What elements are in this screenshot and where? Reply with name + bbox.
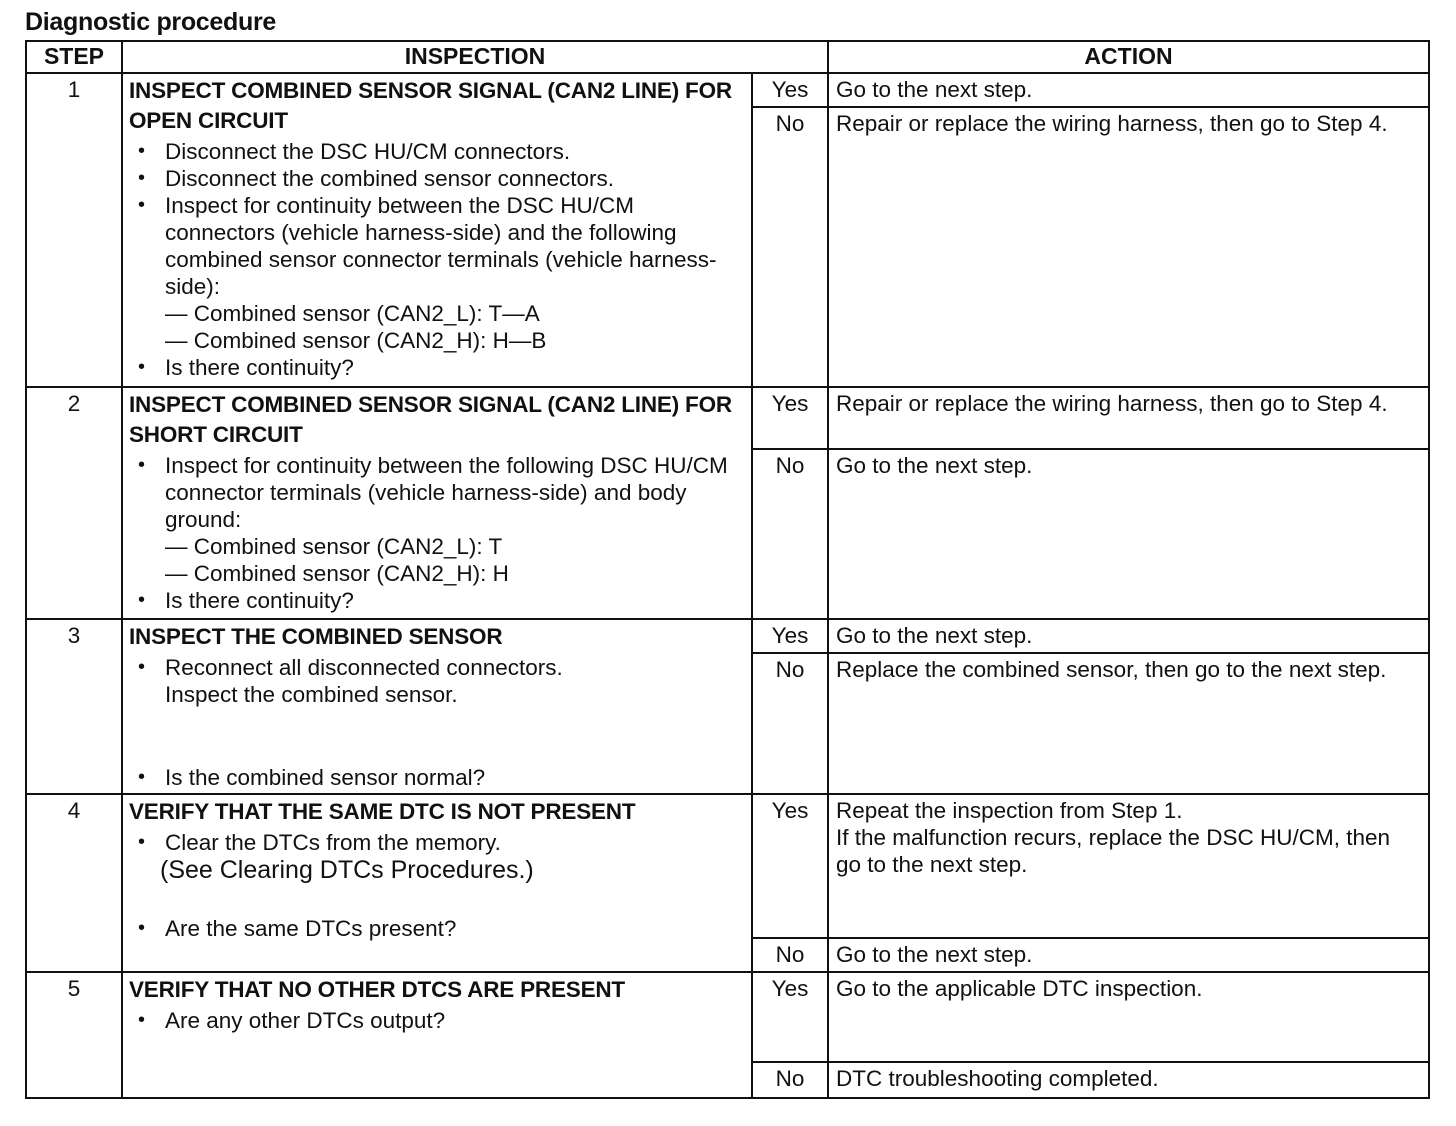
inspection-bullet: • Inspect for continuity between the DSC HU/CM connectors (vehicle harness-side) and the following combined sensor connector terminals (vehicle harness-side): — Combined sensor (CAN2_L): T—A — Combined sensor (CAN2_H): H—B: [129, 192, 743, 354]
inspection-bullet: • Disconnect the combined sensor connectors.: [129, 165, 743, 192]
step-row: [26, 794, 1429, 938]
step-row: [26, 73, 1429, 107]
step-number: 5: [26, 972, 122, 1098]
inspection-cell: [122, 619, 752, 794]
inspection-bullet: • Is the combined sensor normal?: [129, 764, 743, 791]
action-text: DTC troubleshooting completed.: [828, 1062, 1429, 1098]
action-text: Go to the next step.: [828, 73, 1429, 107]
answer-no: No: [752, 449, 828, 619]
inspection-cell: [122, 387, 752, 619]
answer-yes: Yes: [752, 387, 828, 449]
inspection-subline: Inspect the combined sensor.: [165, 682, 458, 707]
inspection-cell: [122, 73, 752, 387]
inspection-subline: — Combined sensor (CAN2_H): H: [165, 561, 509, 586]
inspection-bullet: • Are any other DTCs output?: [129, 1007, 743, 1034]
header-action: ACTION: [828, 41, 1429, 73]
action-text: Repair or replace the wiring harness, then go to Step 4.: [828, 387, 1429, 449]
header-inspection: INSPECTION: [122, 41, 828, 73]
action-text: Replace the combined sensor, then go to the next step.: [828, 653, 1429, 794]
answer-no: No: [752, 107, 828, 387]
inspection-bullet: • Is there continuity?: [129, 354, 743, 381]
step-row: [26, 387, 1429, 449]
inspection-subline: — Combined sensor (CAN2_L): T—A: [165, 301, 540, 326]
action-text: Go to the next step.: [828, 619, 1429, 653]
inspection-title: INSPECT COMBINED SENSOR SIGNAL (CAN2 LINE) FOR SHORT CIRCUIT: [129, 392, 732, 447]
step-number: 1: [26, 73, 122, 387]
step-number: 3: [26, 619, 122, 794]
answer-yes: Yes: [752, 73, 828, 107]
inspection-subline: (See Clearing DTCs Procedures.): [160, 856, 534, 884]
action-text: Repeat the inspection from Step 1. If the malfunction recurs, replace the DSC HU/CM, then go to the next step.: [828, 794, 1429, 938]
inspection-bullet: • Are the same DTCs present?: [129, 915, 743, 942]
inspection-bullet: • Is there continuity?: [129, 587, 743, 614]
inspection-subline: — Combined sensor (CAN2_H): H—B: [165, 328, 547, 353]
inspection-bullet: • Inspect for continuity between the following DSC HU/CM connector terminals (vehicle harness-side) and body ground: — Combined sensor (CAN2_L): T — Combined sensor (CAN2_H): H: [129, 452, 743, 587]
inspection-title: INSPECT COMBINED SENSOR SIGNAL (CAN2 LINE) FOR OPEN CIRCUIT: [129, 78, 732, 133]
step-row: [26, 972, 1429, 1062]
answer-no: No: [752, 1062, 828, 1098]
inspection-bullet: • Disconnect the DSC HU/CM connectors.: [129, 138, 743, 165]
inspection-title: VERIFY THAT THE SAME DTC IS NOT PRESENT: [129, 799, 636, 824]
action-text: Repair or replace the wiring harness, then go to Step 4.: [828, 107, 1429, 387]
step-number: 4: [26, 794, 122, 972]
inspection-bullet: • Reconnect all disconnected connectors. Inspect the combined sensor.: [129, 654, 743, 708]
action-text: Go to the next step.: [828, 938, 1429, 972]
inspection-bullet: • Clear the DTCs from the memory. (See Clearing DTCs Procedures.): [129, 829, 743, 885]
document-title: Diagnostic procedure: [25, 8, 276, 36]
action-text: Go to the applicable DTC inspection.: [828, 972, 1429, 1062]
action-text: Go to the next step.: [828, 449, 1429, 619]
answer-no: No: [752, 938, 828, 972]
inspection-title: VERIFY THAT NO OTHER DTCS ARE PRESENT: [129, 977, 625, 1002]
answer-yes: Yes: [752, 794, 828, 938]
inspection-subline: — Combined sensor (CAN2_L): T: [165, 534, 503, 559]
answer-yes: Yes: [752, 972, 828, 1062]
answer-no: No: [752, 653, 828, 794]
step-number: 2: [26, 387, 122, 619]
diagnostic-procedure-table: [25, 40, 1430, 1099]
step-row: [26, 619, 1429, 653]
inspection-cell: [122, 972, 752, 1098]
header-row: [26, 41, 1429, 73]
inspection-cell: [122, 794, 752, 972]
header-step: STEP: [26, 41, 122, 73]
inspection-title: INSPECT THE COMBINED SENSOR: [129, 624, 503, 649]
answer-yes: Yes: [752, 619, 828, 653]
